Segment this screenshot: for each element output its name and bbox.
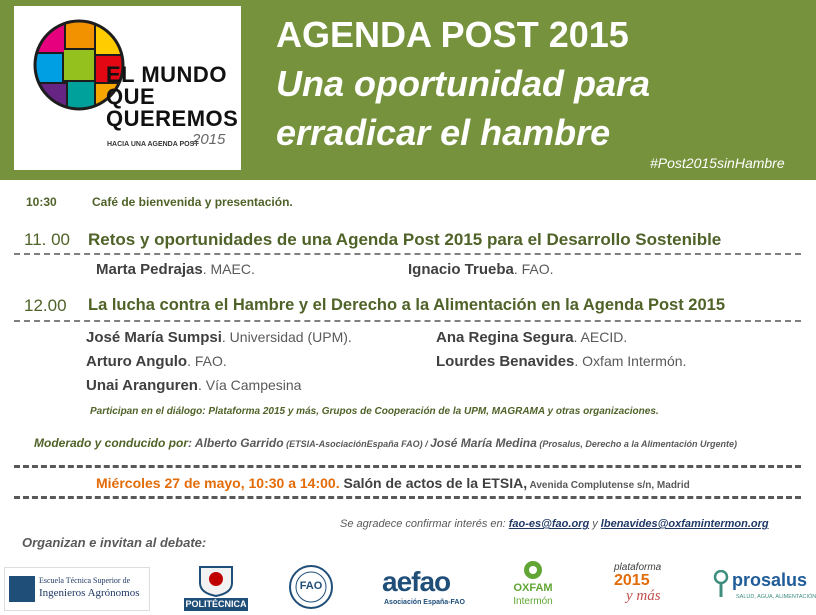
speaker-name: Ana Regina Segura: [436, 329, 574, 346]
etsia-line-1: Escuela Técnica Superior de: [39, 576, 131, 585]
moderator-line: [34, 434, 737, 452]
confirm-separator: y: [589, 518, 601, 530]
speaker-org: . FAO.: [513, 261, 554, 277]
plataforma-year: 2015: [614, 572, 650, 589]
email-link-oxfam[interactable]: lbenavides@oxfamintermon.org: [600, 518, 769, 530]
speaker-org: . Oxfam Intermón.: [574, 353, 687, 369]
upm-logo: [184, 563, 248, 611]
oxfam-text: OXFAM: [513, 582, 553, 594]
hashtag: #Post2015sinHambre: [650, 155, 785, 171]
speaker-org: . FAO.: [187, 353, 227, 369]
organizers-label: Organizan e invitan al debate:: [22, 535, 207, 550]
welcome-time: 10:30: [26, 195, 57, 209]
title-line-2: Una oportunidad para: [276, 63, 651, 104]
moderator-2: José María Medina: [430, 436, 537, 450]
session-2-time: 12.00: [24, 296, 67, 315]
aefao-subtitle: Asociación España-FAO: [384, 599, 465, 606]
oxfam-icon: [523, 560, 543, 580]
speaker: [86, 377, 301, 394]
fao-logo: [288, 564, 334, 610]
speaker-org: . AECID.: [573, 329, 628, 345]
title-line-3: erradicar el hambre: [276, 112, 611, 153]
prosalus-logo: [712, 568, 816, 608]
event-date-venue: [96, 475, 690, 491]
event-date-time: Miércoles 27 de mayo, 10:30 a 14:00.: [96, 475, 340, 491]
participants-text: : Plataforma 2015 y más, Grupos de Cooperación de la UPM, MAGRAMA y otras organizaciones.: [202, 406, 659, 417]
aefao-logo: [382, 566, 465, 610]
divider: [14, 496, 801, 499]
event-venue: Salón de actos de la ETSIA,: [339, 475, 528, 491]
speaker: [436, 353, 686, 370]
upm-crest-icon: [196, 563, 236, 597]
moderator-1: : Alberto Garrido: [188, 436, 284, 450]
plataforma-y-mas: y más: [626, 588, 661, 604]
title-line-1: AGENDA POST 2015: [276, 14, 629, 55]
divider: [14, 253, 801, 255]
upm-label: POLITÉCNICA: [185, 599, 247, 609]
moderator-2-note: (Prosalus, Derecho a la Alimentación Urgente): [536, 439, 738, 449]
confirm-text: Se agradece confirmar interés en:: [340, 518, 509, 530]
moderator-1-note: (ETSIA-AsociaciónEspaña FAO) /: [283, 439, 431, 449]
prosalus-subtitle: SALUD, AGUA, ALIMENTACIÓN: [736, 594, 816, 600]
confirm-line: [340, 518, 769, 530]
welcome-label: Café de bienvenida y presentación.: [92, 195, 293, 209]
speaker: [86, 353, 227, 370]
speaker: [86, 329, 352, 346]
speaker-name: Ignacio Trueba: [408, 261, 514, 278]
logo-line-3: QUEREMOS: [106, 106, 239, 131]
session-2-title: La lucha contra el Hambre y el Derecho a la Alimentación en la Agenda Post 2015: [88, 296, 725, 314]
speaker-name: José María Sumpsi: [86, 329, 222, 346]
speaker: [96, 261, 255, 278]
etsia-logo: [4, 567, 150, 611]
el-mundo-que-queremos-logo: [14, 6, 241, 170]
session-1-time: 11. 00: [24, 230, 71, 249]
fao-text: FAO: [299, 580, 323, 592]
logo-year: 2015: [192, 131, 226, 148]
speaker-name: Lourdes Benavides: [436, 353, 575, 370]
intermon-text: Intermón: [513, 596, 553, 607]
session-1-title: Retos y oportunidades de una Agenda Post 2015 para el Desarrollo Sostenible: [88, 230, 722, 249]
oxfam-logo: [508, 560, 558, 610]
prosalus-text: prosalus: [732, 570, 808, 590]
speaker-org: . Vía Campesina: [197, 377, 302, 393]
plataforma-text: plataforma: [614, 562, 662, 573]
divider: [14, 320, 801, 322]
speaker-name: Arturo Angulo: [86, 353, 188, 370]
speaker: [408, 261, 554, 278]
plataforma-2015-logo: [600, 562, 684, 610]
speaker-name: Marta Pedrajas: [96, 261, 203, 278]
participants-label: Participan en el diálogo: [90, 406, 203, 417]
logo-line-1: EL MUNDO: [106, 62, 227, 87]
divider: [14, 465, 801, 468]
etsia-line-2: Ingenieros Agrónomos: [39, 587, 140, 599]
prosalus-icon: [712, 570, 730, 598]
logo-line-2: QUE: [106, 84, 156, 109]
event-address: Avenida Complutense s/n, Madrid: [527, 480, 690, 491]
speaker-org: . Universidad (UPM).: [221, 329, 352, 345]
etsia-emblem-icon: [9, 576, 35, 602]
logo-subtitle: HACIA UNA AGENDA POST: [107, 141, 199, 148]
aefao-text: aefao: [382, 566, 451, 597]
speaker: [436, 329, 627, 346]
speaker-name: Unai Aranguren: [86, 377, 198, 394]
participants-line: [90, 406, 659, 417]
email-link-fao[interactable]: fao-es@fao.org: [508, 518, 590, 530]
speaker-org: . MAEC.: [202, 261, 255, 277]
moderator-label: Moderado y conducido por: [34, 436, 189, 450]
